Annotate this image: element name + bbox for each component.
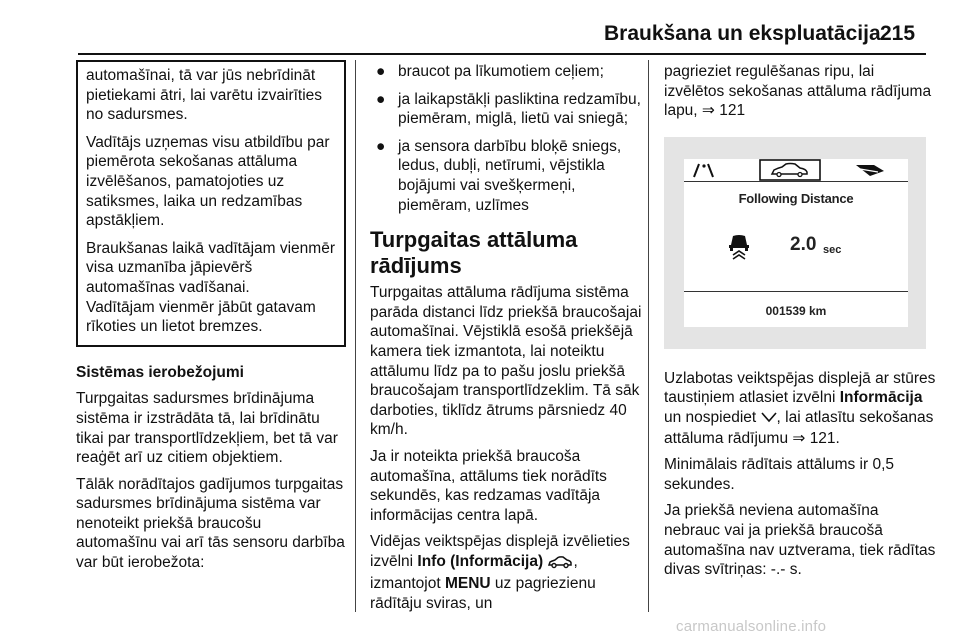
page-ref: 121. (809, 429, 840, 447)
lane-assist-icon (856, 165, 884, 176)
menu-name-info: Info (Informācija) (417, 552, 544, 570)
tab-car-icon (760, 160, 820, 180)
body-paragraph (664, 62, 936, 121)
text-run: , lai atlasītu sekošanas attāluma rādījumu (664, 408, 934, 447)
body-paragraph (664, 369, 936, 448)
page-header-title: Braukšana un ekspluatācija (604, 22, 881, 45)
column-3 (664, 62, 936, 587)
page-ref-icon: ⇒ (701, 102, 715, 120)
text-run: un nospiediet (664, 408, 761, 426)
page-number: 215 (880, 22, 916, 45)
text-run: , izmantojot (370, 552, 578, 593)
text-run: uz pagriezienu rādītāju sviras, un (370, 575, 596, 613)
display-tab-bar (684, 159, 908, 181)
column-2 (370, 62, 642, 621)
list-item-text: ja laikapstākļi pasliktina redzamību, piemēram, miglā, lietū vai sniegā; (398, 90, 641, 128)
body-paragraph: Ja ir noteikta priekšā braucoša automašīna, attālums tiek norādīts sekundēs, kas redzamas vadītāja informācijas centra lapā. (370, 447, 607, 524)
chevron-down-icon (761, 409, 777, 429)
list-item-text: braucot pa līkumotiem ceļiem; (398, 63, 604, 80)
display-title: Following Distance (738, 190, 854, 206)
body-paragraph: Turpgaitas sadursmes brīdinājuma sistēma ir izstrādāta tā, lai brīdinātu tikai par transportlīdzekļiem, bet tā var reaģēt arī uz citiem objektiem. (76, 390, 338, 467)
road-warning-icon (694, 164, 713, 177)
distance-value: 2.0 (790, 233, 817, 255)
odometer-readout: 001539 km (765, 303, 827, 318)
watermark: carmanualsonline.info (676, 618, 827, 635)
list-item (370, 62, 642, 82)
header-rule (78, 53, 926, 55)
bullet-icon: ● (376, 63, 386, 80)
section-title: Turpgaitas attāluma rādījums (370, 227, 578, 279)
bullet-list (370, 62, 642, 215)
column-1 (76, 60, 346, 580)
warning-paragraph: automašīnai, tā var jūs nebrīdināt pietiekami ātri, lai varētu izvairīties no sadursmes. (86, 67, 323, 124)
display-divider (684, 291, 908, 292)
body-paragraph (370, 532, 642, 613)
display-divider (684, 181, 908, 182)
following-distance-icon (724, 231, 754, 261)
warning-paragraph: Vadītājs uzņemas visu atbildību par piemērota sekošanas attāluma izvēlēšanos, pamatojoties uz satiksmes, laika un redzamības apstākļiem. (86, 133, 330, 230)
menu-name-information: Informācija (839, 389, 923, 407)
list-item (370, 90, 642, 129)
display-screen (684, 159, 908, 327)
body-paragraph: Tālāk norādītajos gadījumos turpgaitas sadursmes brīdinājuma sistēma var nenoteikt priekšā braucošu automašīnu vai arī tās sensoru darbība var būt ierobežota: (76, 475, 345, 572)
menu-button-label: MENU (444, 575, 491, 593)
body-paragraph: Ja priekšā neviena automašīna nebrauc vai ja priekšā braucošā automašīna nav uztverama, tiek rādītas divas svītriņas: -.- s. (664, 502, 936, 579)
car-icon (547, 555, 573, 575)
warning-paragraph: Braukšanas laikā vadītājam vienmēr visa uzmanība jāpievērš automašīnas vadīšanai. (86, 239, 335, 296)
warning-box (76, 60, 346, 347)
page-ref-icon: ⇒ (792, 429, 806, 447)
body-paragraph: Turpgaitas attāluma rādījuma sistēma parāda distanci līdz priekšā braucošajai automašīnai. Vējstiklā esošā priekšējā kamera tiek izmantota, lai noteiktu attālumu līdz pa to pašu joslu priekšā braucošajam transportlīdzeklim. Tā sāk darboties, tiklīdz ātrums pārsniedz 40 km/h. (370, 284, 642, 439)
column-divider-right (648, 60, 649, 612)
warning-paragraph: Vadītājam vienmēr jābūt gatavam rīkoties un lietot bremzes. (86, 298, 316, 336)
distance-unit: sec (823, 243, 842, 256)
page-ref: 121 (719, 102, 746, 120)
bullet-icon: ● (376, 90, 386, 108)
following-distance-display (664, 137, 926, 349)
text-run: Vidējas veiktspējas displejā izvēlieties izvēlni (370, 533, 630, 570)
section-heading: Sistēmas ierobežojumi (76, 363, 244, 381)
text-run: Uzlabotas veiktspējas displejā ar stūres taustiņiem atlasiet izvēlni (664, 369, 936, 407)
column-divider-left (355, 60, 356, 612)
list-item (370, 137, 642, 215)
bullet-icon: ● (376, 137, 386, 155)
body-paragraph: Minimālais rādītais attālums ir 0,5 sekundes. (664, 456, 894, 493)
text-run: pagrieziet regulēšanas ripu, lai izvēlētos sekošanas attāluma rādījuma lapu, (664, 63, 932, 120)
list-item-text: ja sensora darbību bloķē sniegs, ledus, dubļi, netīrumi, vējstikla bojājumi vai svešķermeņi, piemēram, uzlīmes (398, 137, 622, 214)
